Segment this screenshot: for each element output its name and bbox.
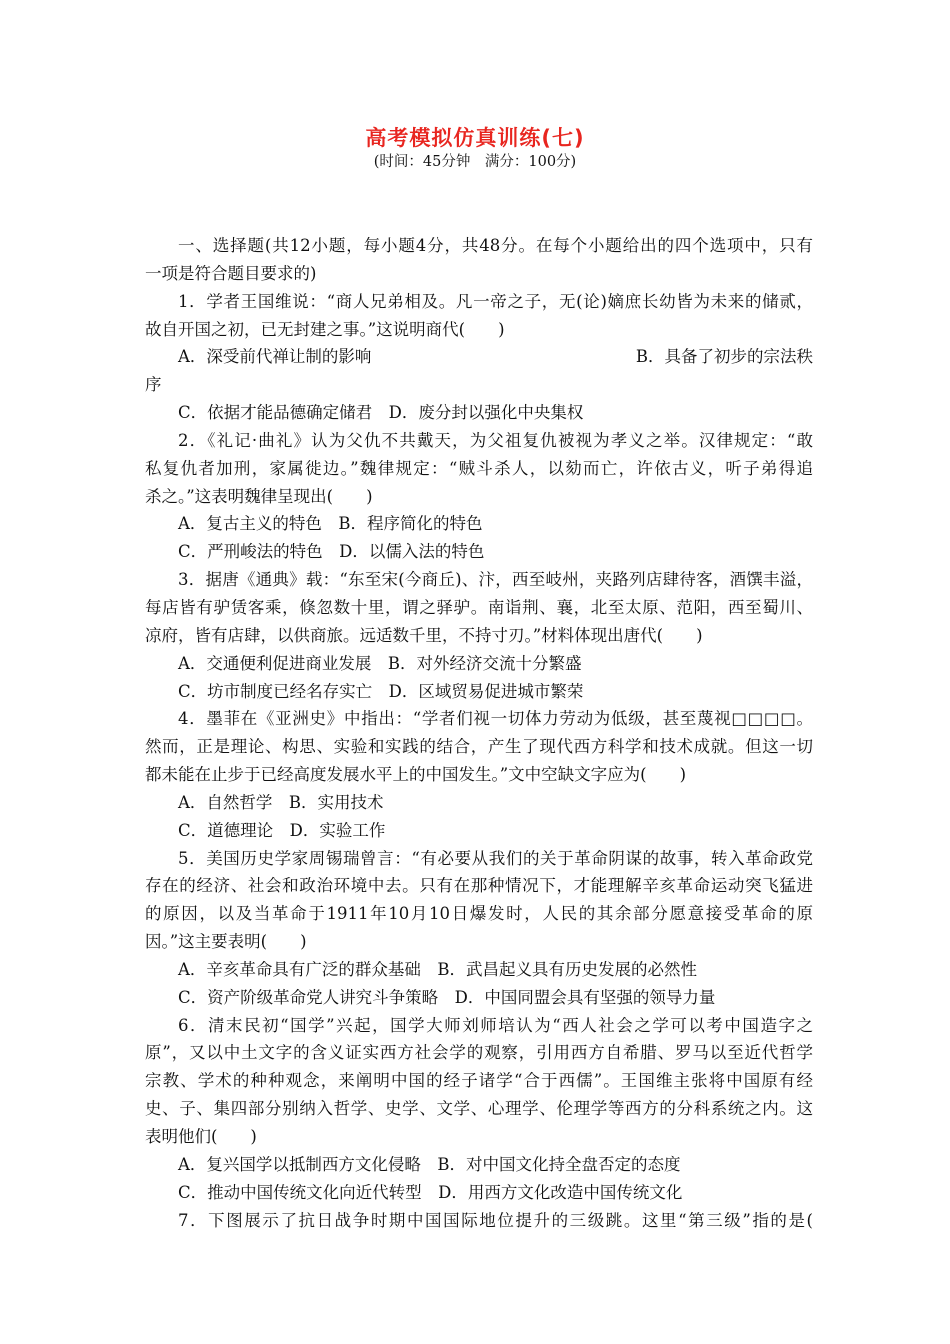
option-right: B．具备了初步的宗法秩 bbox=[635, 347, 813, 367]
text-line: 私复仇者加刑，家属徙边。”魏律规定：“贼斗杀人，以劾而亡，许依古义，听子弟得追 bbox=[145, 458, 813, 478]
text-line: 一项是符合题目要求的) bbox=[145, 263, 317, 283]
text-line: 杀之。”这表明魏律呈现出( ) bbox=[145, 486, 373, 506]
text-line: 宗教、学术的种种观念，来阐明中国的经子诸学“合于西儒”。王国维主张将中国原有经 bbox=[145, 1071, 813, 1091]
document-body bbox=[145, 232, 813, 1234]
text-line: 2．《礼记·曲礼》认为父仇不共戴天，为父祖复仇被视为孝义之举。汉律规定：“敢 bbox=[178, 430, 813, 450]
text-line: 故自开国之初，已无封建之事。”这说明商代( ) bbox=[145, 319, 505, 339]
text-line: C．资产阶级革命党人讲究斗争策略 D．中国同盟会具有坚强的领导力量 bbox=[178, 987, 716, 1007]
text-line: 1．学者王国维说：“商人兄弟相及。凡一帝之子，无(论)嫡庶长幼皆为未来的储贰， bbox=[178, 291, 813, 311]
text-line: 7．下图展示了抗日战争时期中国国际地位提升的三级跳。这里“第三级”指的是( bbox=[178, 1210, 813, 1230]
text-line bbox=[145, 343, 813, 371]
text-line: C．推动中国传统文化向近代转型 D．用西方文化改造中国传统文化 bbox=[178, 1182, 683, 1202]
text-line: 序 bbox=[145, 375, 162, 395]
text-line: 都未能在止步于已经高度发展水平上的中国发生。”文中空缺文字应为( ) bbox=[145, 765, 687, 785]
text-line: A．交通便利促进商业发展 B．对外经济交流十分繁盛 bbox=[178, 653, 582, 673]
text-line: 原”，又以中土文字的含义证实西方社会学的观察，引用西方自希腊、罗马以至近代哲学 bbox=[145, 1043, 813, 1063]
text-line: 5．美国历史学家周锡瑞曾言：“有必要从我们的关于革命阴谋的故事，转入革命政党 bbox=[178, 848, 813, 868]
text-line: 因。”这主要表明( ) bbox=[145, 932, 307, 952]
page-title: 高考模拟仿真训练(七) bbox=[365, 126, 585, 150]
text-line: A．自然哲学 B．实用技术 bbox=[178, 792, 384, 812]
text-line: 3．据唐《通典》载：“东至宋(今商丘)、汴，西至岐州，夹路列店肆待客，酒馔丰溢， bbox=[178, 570, 813, 590]
text-line: A．辛亥革命具有广泛的群众基础 B．武昌起义具有历史发展的必然性 bbox=[178, 959, 698, 979]
page-subtitle: (时间：45分钟 满分：100分) bbox=[373, 154, 577, 170]
option-left: A．深受前代禅让制的影响 bbox=[178, 347, 372, 367]
text-line: C．严刑峻法的特色 D．以儒入法的特色 bbox=[178, 542, 485, 562]
text-line: 4．墨菲在《亚洲史》中指出：“学者们视一切体力劳动为低级，甚至蔑视□□□□。 bbox=[178, 709, 813, 729]
text-line: 表明他们( ) bbox=[145, 1127, 257, 1146]
text-line: 一、选择题(共12小题，每小题4分，共48分。在每个小题给出的四个选项中，只有 bbox=[178, 236, 813, 255]
text-line: 的原因，以及当革命于1911年10月10日爆发时，人民的其余部分愿意接受革命的原 bbox=[145, 904, 813, 924]
text-line: 每店皆有驴赁客乘，倏忽数十里，谓之驿驴。南诣荆、襄，北至太原、范阳，西至蜀川、 bbox=[145, 597, 813, 617]
text-line: C．坊市制度已经名存实亡 D．区域贸易促进城市繁荣 bbox=[178, 681, 584, 701]
text-line: C．依据才能品德确定储君 D．废分封以强化中央集权 bbox=[178, 403, 584, 423]
text-line: C．道德理论 D．实验工作 bbox=[178, 820, 386, 840]
text-line: A．复古主义的特色 B．程序简化的特色 bbox=[178, 514, 483, 534]
text-line: 存在的经济、社会和政治环境中去。只有在那种情况下，才能理解辛亥革命运动突飞猛进 bbox=[145, 876, 813, 896]
text-line: A．复兴国学以抵制西方文化侵略 B．对中国文化持全盘否定的态度 bbox=[178, 1154, 681, 1174]
text-line: 史、子、集四部分别纳入哲学、史学、文学、心理学、伦理学等西方的分科系统之内。这 bbox=[145, 1099, 813, 1119]
text-line: 然而，正是理论、构思、实验和实践的结合，产生了现代西方科学和技术成就。但这一切 bbox=[145, 737, 813, 757]
text-line: 6．清末民初“国学”兴起，国学大师刘师培认为“西人社会之学可以考中国造字之 bbox=[178, 1015, 813, 1035]
text-line: 凉府，皆有店肆，以供商旅。远适数千里，不持寸刃。”材料体现出唐代( ) bbox=[145, 625, 703, 645]
